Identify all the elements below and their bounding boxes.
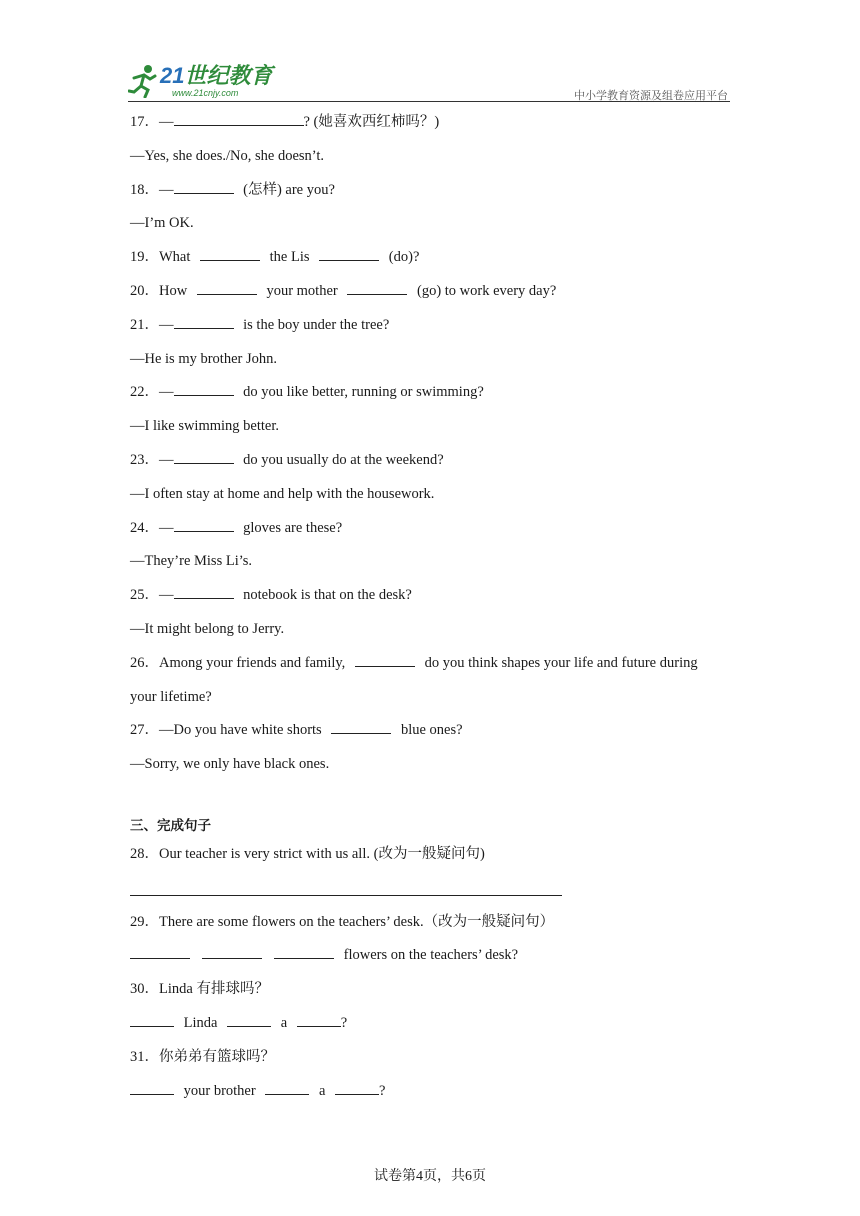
answer-blank[interactable] xyxy=(174,109,304,126)
answer-blank[interactable] xyxy=(174,312,234,329)
question-30: 30．Linda 有排球吗？ xyxy=(130,981,269,998)
answer-blank[interactable] xyxy=(174,177,234,194)
question-24: 24．— gloves are these? xyxy=(130,515,730,549)
answer-blank[interactable] xyxy=(130,1078,174,1095)
answer-blank[interactable] xyxy=(197,278,257,295)
question-25: 25．— notebook is that on the desk? xyxy=(130,582,730,616)
answer-blank[interactable] xyxy=(335,1078,379,1095)
question-26: 26．Among your friends and family, do you think shapes your life and future during xyxy=(130,650,730,684)
answer-18: —I’m OK. xyxy=(130,215,194,232)
logo-name: 世纪教育 xyxy=(184,63,273,88)
question-18: 18．— (怎样) are you? xyxy=(130,177,730,211)
logo-url: www.21cnjy.com xyxy=(172,88,239,98)
answer-31: your brother a ? xyxy=(130,1078,730,1112)
answer-23: —I often stay at home and help with the housework. xyxy=(130,485,435,502)
runner-logo-icon xyxy=(128,64,158,98)
question-list xyxy=(130,109,730,1111)
answer-blank[interactable] xyxy=(297,1010,341,1027)
answer-21: —He is my brother John. xyxy=(130,350,277,367)
answer-blank[interactable] xyxy=(274,942,334,959)
section-title: 三、完成句子 xyxy=(130,817,211,834)
question-19: 19．What the Lis (do)? xyxy=(130,244,730,278)
answer-29: flowers on the teachers’ desk? xyxy=(130,942,730,976)
page-footer: 试卷第4页，共6页 xyxy=(374,1169,486,1184)
logo xyxy=(128,64,273,100)
question-17: 17．— ? (她喜欢西红柿吗？) xyxy=(130,109,730,143)
answer-blank[interactable] xyxy=(130,942,190,959)
question-28: 28．Our teacher is very strict with us all. (改为一般疑问句) xyxy=(130,845,485,862)
question-23: 23．— do you usually do at the weekend? xyxy=(130,447,730,481)
answer-blank[interactable] xyxy=(347,278,407,295)
answer-blank[interactable] xyxy=(174,515,234,532)
question-29: 29．There are some flowers on the teachers’ desk.（改为一般疑问句） xyxy=(130,913,555,930)
answer-17: —Yes, she does./No, she doesn’t. xyxy=(130,147,325,164)
answer-blank[interactable] xyxy=(174,379,234,396)
answer-blank[interactable] xyxy=(227,1010,271,1027)
answer-blank[interactable] xyxy=(331,717,391,734)
question-26-continued: your lifetime? xyxy=(130,688,212,705)
answer-30: Linda a ? xyxy=(130,1010,730,1044)
question-20: 20．How your mother (go) to work every day? xyxy=(130,278,730,312)
answer-blank[interactable] xyxy=(265,1078,309,1095)
answer-blank[interactable] xyxy=(174,582,234,599)
question-27: 27．—Do you have white shorts blue ones? xyxy=(130,717,730,751)
header-divider xyxy=(128,101,730,102)
question-22: 22．— do you like better, running or swimming? xyxy=(130,379,730,413)
answer-22: —I like swimming better. xyxy=(130,418,280,435)
platform-name: 中小学教育资源及组卷应用平台 xyxy=(574,89,728,102)
answer-blank[interactable] xyxy=(319,244,379,261)
answer-24: —They’re Miss Li’s. xyxy=(130,553,253,570)
question-31: 31．你弟弟有篮球吗？ xyxy=(130,1048,275,1065)
answer-line-28[interactable] xyxy=(130,875,730,909)
answer-25: —It might belong to Jerry. xyxy=(130,620,285,637)
answer-27: —Sorry, we only have black ones. xyxy=(130,756,330,773)
answer-blank[interactable] xyxy=(200,244,260,261)
logo-number: 21 xyxy=(160,63,185,88)
answer-blank[interactable] xyxy=(130,1010,174,1027)
answer-blank[interactable] xyxy=(355,650,415,667)
page-header xyxy=(128,62,730,102)
answer-blank[interactable] xyxy=(202,942,262,959)
answer-blank[interactable] xyxy=(174,447,234,464)
question-21: 21．— is the boy under the tree? xyxy=(130,312,730,346)
